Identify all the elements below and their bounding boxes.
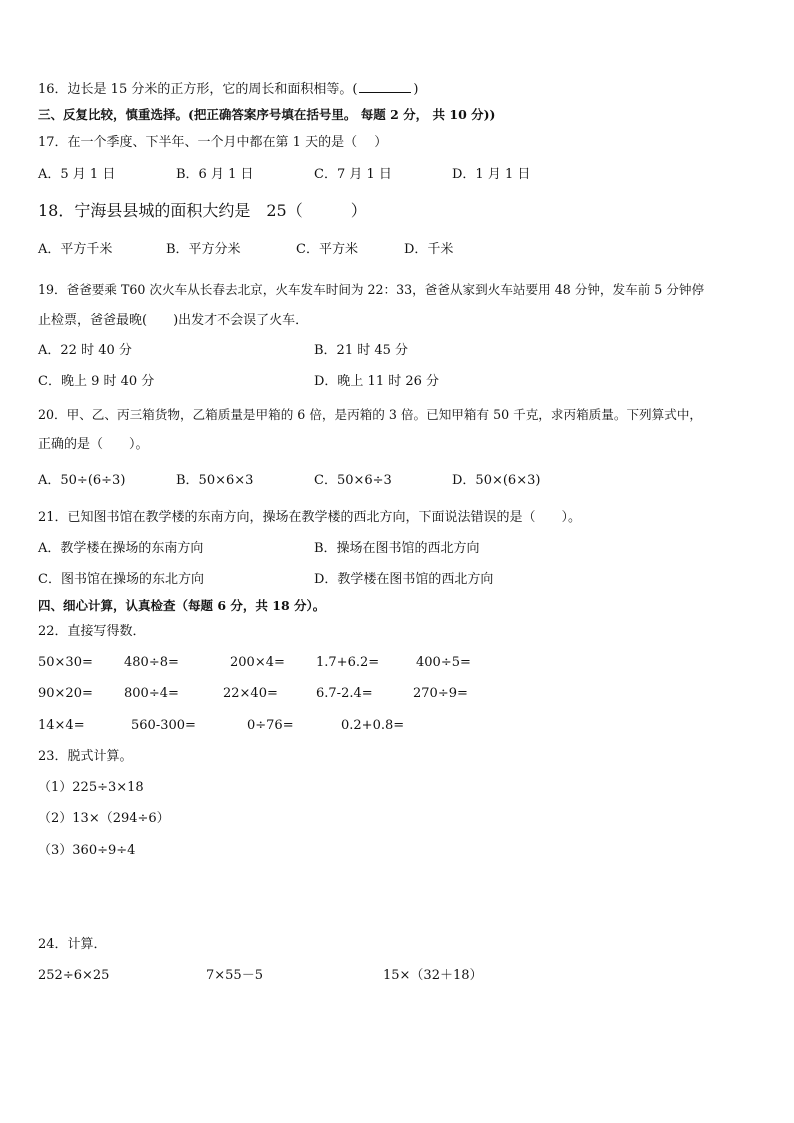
calc-item: 0÷76= bbox=[247, 718, 294, 733]
question-24-item-1: 252÷6×25 bbox=[38, 968, 110, 983]
calc-item: 22×40= bbox=[223, 686, 278, 701]
question-21-option-c[interactable]: C．图书馆在操场的东北方向 bbox=[38, 572, 204, 587]
question-23-stem: 23．脱式计算。 bbox=[38, 749, 133, 764]
question-17-stem: 17．在一个季度、下半年、一个月中都在第 1 天的是（ ） bbox=[38, 135, 388, 150]
question-20-option-a[interactable]: A．50÷(6÷3) bbox=[38, 473, 126, 488]
question-21-option-a[interactable]: A．教学楼在操场的东南方向 bbox=[38, 541, 204, 556]
question-18-stem: 18．宁海县县城的面积大约是 25（ ） bbox=[38, 201, 367, 220]
calc-item: 200×4= bbox=[230, 655, 285, 670]
question-18-option-d[interactable]: D．千米 bbox=[404, 242, 454, 257]
question-17-option-b[interactable]: B．6 月 1 日 bbox=[176, 167, 254, 182]
question-21-stem: 21．已知图书馆在教学楼的东南方向，操场在教学楼的西北方向，下面说法错误的是（ ）。 bbox=[38, 510, 582, 525]
question-16: 16．边长是 15 分米的正方形，它的周长和面积相等。( ) bbox=[38, 82, 419, 97]
question-20-option-b[interactable]: B．50×6×3 bbox=[176, 473, 254, 488]
question-18-option-a[interactable]: A．平方千米 bbox=[38, 242, 113, 257]
question-20-stem-line1: 20．甲、乙、丙三箱货物，乙箱质量是甲箱的 6 倍，是丙箱的 3 倍。已知甲箱有 50 千克，求丙箱质量。下列算式中， bbox=[38, 407, 703, 422]
section-3-heading: 三、反复比较，慎重选择。(把正确答案序号填在括号里。 每题 2 分， 共 10 分)) bbox=[38, 107, 496, 122]
question-23-item-3: （3）360÷9÷4 bbox=[38, 843, 136, 858]
question-18-option-b[interactable]: B．平方分米 bbox=[166, 242, 241, 257]
question-20-stem-line2: 正确的是（ ）。 bbox=[38, 437, 149, 452]
question-22-stem: 22．直接写得数． bbox=[38, 624, 146, 639]
question-19-option-d[interactable]: D．晚上 11 时 26 分 bbox=[314, 374, 440, 389]
calc-item: 270÷9= bbox=[413, 686, 468, 701]
question-19-option-b[interactable]: B．21 时 45 分 bbox=[314, 343, 409, 358]
question-21-option-b[interactable]: B．操场在图书馆的西北方向 bbox=[314, 541, 480, 556]
section-4-heading: 四、细心计算，认真检查（每题 6 分，共 18 分）。 bbox=[38, 598, 326, 613]
question-24-item-2: 7×55－5 bbox=[206, 968, 263, 983]
calc-item: 560-300= bbox=[131, 718, 196, 733]
question-19-option-a[interactable]: A．22 时 40 分 bbox=[38, 343, 132, 358]
calc-item: 480÷8= bbox=[124, 655, 179, 670]
question-20-option-c[interactable]: C．50×6÷3 bbox=[314, 473, 392, 488]
question-20-option-d[interactable]: D．50×(6×3) bbox=[452, 473, 541, 488]
question-18-option-c[interactable]: C．平方米 bbox=[296, 242, 358, 257]
question-16-text: 16．边长是 15 分米的正方形，它的周长和面积相等。( bbox=[38, 82, 358, 97]
question-24-stem: 24．计算． bbox=[38, 937, 107, 952]
question-21-option-d[interactable]: D．教学楼在图书馆的西北方向 bbox=[314, 572, 494, 587]
question-23-item-1: （1）225÷3×18 bbox=[38, 780, 144, 795]
calc-item: 14×4= bbox=[38, 718, 85, 733]
question-19-option-c[interactable]: C．晚上 9 时 40 分 bbox=[38, 374, 155, 389]
question-17-option-a[interactable]: A．5 月 1 日 bbox=[38, 167, 116, 182]
calc-item: 400÷5= bbox=[416, 655, 471, 670]
question-17-option-d[interactable]: D．1 月 1 日 bbox=[452, 167, 531, 182]
calc-item: 800÷4= bbox=[124, 686, 179, 701]
calc-item: 50×30= bbox=[38, 655, 93, 670]
question-19-stem-line1: 19．爸爸要乘 T60 次火车从长春去北京，火车发车时间为 22：33，爸爸从家到火车站要用 48 分钟，发车前 5 分钟停 bbox=[38, 282, 705, 297]
calc-item: 0.2+0.8= bbox=[341, 718, 405, 733]
question-23-item-2: （2）13×（294÷6） bbox=[38, 811, 170, 826]
calc-item: 90×20= bbox=[38, 686, 93, 701]
question-24-item-3: 15×（32＋18） bbox=[383, 968, 483, 983]
question-17-option-c[interactable]: C．7 月 1 日 bbox=[314, 167, 392, 182]
calc-item: 1.7+6.2= bbox=[316, 655, 380, 670]
answer-blank[interactable] bbox=[359, 80, 411, 93]
question-19-stem-line2: 止检票，爸爸最晚( )出发才不会误了火车． bbox=[38, 313, 309, 328]
calc-item: 6.7-2.4= bbox=[316, 686, 373, 701]
